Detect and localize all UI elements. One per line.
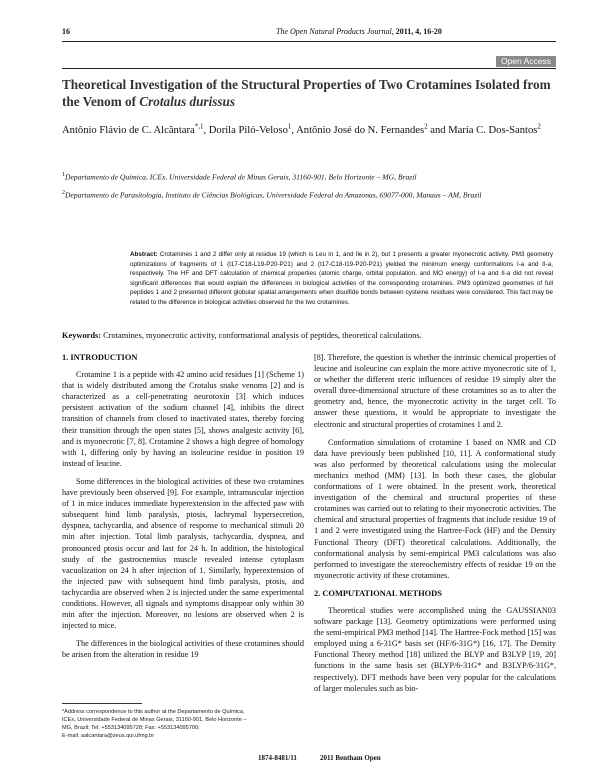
author: Antônio José do N. Fernandes$^2$ and Maria: [296, 122, 477, 136]
abstract: Abstract: Crotamines 1 and 2 differ only at residue 19 (which is Leu in 1, and Ile in 2), but 1 presents a greater myonecrotic activity. PM3 geometry optimizations of fragments of 1 (I17-C18-L19-P20-P21) and 2 (I17-C18-I19-P20-P21) yielded the minimum energy conformations I-a and II-a, respectively. The HF and DFT calculation of chemical properties (atomic charge, orbital population, and MO energy) of I-a and II-a did not reveal significant differences that would explain the differences in biological activities of the corresponding crotamines. PM3 optimized geometries of full peptides 1 and 2 presented different globular spatial arrangements when disulfide bonds between cysteine residues were considered. This fact may be related to the difference in biological activities observed for the two crotamines.: [130, 251, 553, 306]
correspondence-footnote: *Address correspondence to this author at the Departamento de Química, ICEx, Universidade Federal de Minas Gerais, 31160-901, Belo Horizonte – MG, Brazil; Tel: +553134095728; Fax: +553134095700; E-mail: aalcantara@zeus.qui.ufmg.br: [62, 709, 247, 739]
paper-title: Theoretical Investigation of the Structural Properties of Two Crotamines Isolated from the Venom of Crotalus durissus: [62, 77, 551, 109]
journal-citation: The Open Natural Products Journal, 2011, 4, 16-20: [276, 27, 442, 36]
footnote-rule: [62, 703, 142, 704]
author-list: [62, 120, 556, 137]
author: C. Dos-Santos$^2$: [476, 122, 541, 136]
paragraph: Theoretical studies were accomplished using the GAUSSIAN03 software package [13]. Geometry optimizations were performed using the semi-empirical PM3 method [14]. The Hartree-Fock method [15] was employed using a 6-31G* basis set (HF/6-31G*) [16, 17]. The Density Functional Theory method [18] utilized the BLYP and B3LYP [19, 20] functions in the same basis set (BLYP/6-31G* and B3LYP/6-31G*, respectively). DFT methods have been very popular for the calculations of larger molecules such as bio-: [314, 605, 556, 693]
page-number: 16: [62, 27, 70, 36]
paragraph: The differences in the biological activities of these crotamines should be arisen from the alteration in residue 19: [62, 639, 304, 660]
paragraph: Crotamine 1 is a peptide with 42 amino acid residues [1] (Scheme 1) that is widely distributed among the Crotalus snake venoms [2] and is characterized as a cell-penetrating neurotoxin [3] which induces persistent activation of the sodium channel [4], inhibits the direct transition of channels from closed to inactivated states, thereby forcing their transition through the open states [5], shows analgesic activity [6], and is myonecrotic [7, 8]. Crotamine 2 shows a high degree of homology with 1, differing only by having an isoleucine residue in position 19 instead of leucine.: [62, 370, 304, 468]
keywords: Keywords: Crotamines, myonecrotic activity, conformational analysis of peptides, theoretical calculations.: [62, 331, 422, 340]
publisher-copyright: 2011 Bentham Open: [320, 754, 381, 762]
section-heading-introduction: 1. INTRODUCTION: [62, 353, 138, 362]
paragraph: Some differences in the biological activities of these two crotamines have previously been observed [9]. For example, intramuscular injection of 1 in mice induces immediate hyperextension in the affected paw with subsequent hind limb paralysis, ptosis, lachrymal hypersecretion, dyspnea, tachycardia, and absence of response to mechanical stimuli 20 min after injection. Total limb paralysis, tachycardia, dyspnea, and pronounced ptosis occur and last for 24 h. In addition, the histological study of the gastrocnemius muscle revealed intense cytoplasm vacuolization on 24 h after injection of 1. Similarly, hyperextension of the injected paw with subsequent hind limb paralysis, ptosis, and tachycardia are observed when 2 is injected under the same experimental conditions. However, all signals and symptoms disappear only within 30 min after the injection. Moreover, no lesions are observed when 2 is injected to mice.: [62, 476, 304, 631]
left-column: [62, 352, 304, 667]
title-top-rule: [62, 68, 556, 69]
header-rule: [62, 41, 556, 42]
author: Dorila Piló-Veloso$^1$,: [208, 122, 297, 136]
open-access-badge: Open Access: [496, 56, 556, 67]
affiliation-1: $^1$Departamento de Química, ICEx, Universidade Federal de Minas Gerais, 31160-901, Belo Horizonte – MG, Brazil: [62, 172, 417, 182]
author: Antônio Flávio de C. Alcântara$^{*,1}$,: [62, 122, 209, 136]
running-header: [62, 27, 554, 39]
section-heading-methods: 2. COMPUTATIONAL METHODS: [314, 588, 442, 598]
issn: 1874-8481/11: [258, 754, 297, 762]
paragraph: [8]. Therefore, the question is whether the intrinsic chemical properties of leucine and isoleucine can explain the more active myonecrotic site of 1, or whether the different steric influences of residue 19 simply alter the overall three-dimensional structure of these crotamines so as to alter the geometry and, hence, the myonecrotic activity in the target cell. To answer these questions, it would be appropriate to investigate the electronic and structural properties of crotamines 1 and 2.: [314, 353, 556, 429]
right-column: [314, 352, 556, 701]
paragraph: Conformation simulations of crotamine 1 based on NMR and CD data have previously been published [10, 11]. A conformational study was also performed by theoretical calculations using the molecular mechanics method (MM) [13]. In both these cases, the globular conformations of 1 were obtained. In the present work, theoretical investigation of the chemical and structural properties of these crotamines was carried out to relating to their myonecrotic activities. The chemical and structural properties of fragments that include residue 19 of 1 and 2 were investigated using the Hartree-Fock (HF) and the Density Functional Theory (DFT) theoretical calculations. Additionally, the conformational analysis by semi-empirical PM3 calculations was also performed to investigate the stereochemistry effects of residue 19 on the myonecrotic activity of these crotamines.: [314, 437, 556, 580]
affiliation-2: $^2$Departamento de Parasitologia, Instituto de Ciências Biológicas, Universidade Federal do Amazonas, 69077-000, Manaus – AM, Brazil: [62, 190, 482, 200]
